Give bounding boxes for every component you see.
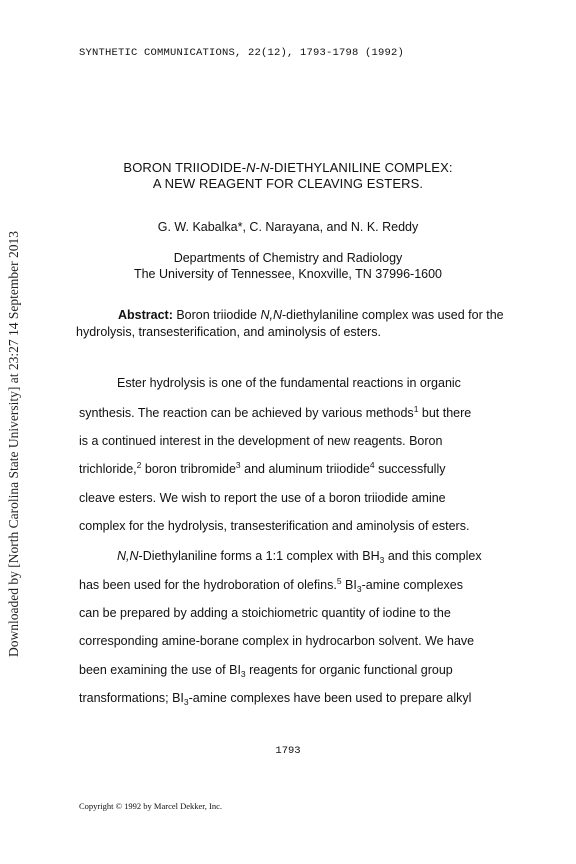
body-line: complex for the hydrolysis, transesterification and aminolysis of esters. bbox=[79, 519, 470, 533]
download-notice-text: Downloaded by [North Carolina State University] at 23:27 14 September 2013 bbox=[6, 231, 21, 657]
page-number: 1793 bbox=[275, 745, 301, 757]
copyright-notice: Copyright © 1992 by Marcel Dekker, Inc. bbox=[79, 801, 223, 811]
title-text: -DIETHYLANILINE COMPLEX: bbox=[269, 160, 453, 175]
authors: G. W. Kabalka*, C. Narayana, and N. K. Reddy bbox=[157, 220, 419, 234]
title-text: BORON TRIIODIDE- bbox=[123, 160, 247, 175]
body-line: trichloride,$^2$ boron tribromide$^3$ and aluminum triiodide$^4$ successfully bbox=[79, 460, 446, 476]
body-line: transformations; $BI_3$-amine complexes have been used to prepare alkyl bbox=[79, 691, 472, 707]
journal-header: SYNTHETIC COMMUNICATIONS, 22(12), 1793-1798 (1992) bbox=[79, 47, 405, 59]
article-title-line-2: A NEW REAGENT FOR CLEAVING ESTERS. bbox=[152, 176, 424, 191]
body-line: has been used for the hydroboration of olefins.$^5$ $BI_3$-amine complexes bbox=[79, 576, 464, 594]
affiliation-line-2: The University of Tennessee, Knoxville, TN 37996-1600 bbox=[133, 267, 443, 281]
body-line: corresponding amine-borane complex in hydrocarbon solvent. We have bbox=[79, 634, 475, 648]
body-line: synthesis. The reaction can be achieved by various methods$^1$ but there bbox=[79, 404, 472, 420]
body-line: can be prepared by adding a stoichiometric quantity of iodine to the bbox=[79, 606, 451, 620]
abstract-label: Abstract: bbox=[118, 308, 173, 322]
abstract bbox=[76, 307, 508, 341]
article-title-line-1 bbox=[0, 160, 576, 175]
body-line: Ester hydrolysis is one of the fundamental reactions in organic bbox=[117, 376, 461, 390]
abstract-italic: N,N bbox=[260, 308, 282, 322]
title-italic: N bbox=[260, 160, 270, 175]
body-line: is a continued interest in the development of new reagents. Boron bbox=[79, 434, 443, 448]
title-italic: N bbox=[246, 160, 256, 175]
body-line: been examining the use of $BI_3$ reagents for organic functional group bbox=[79, 663, 453, 679]
affiliation-line-1: Departments of Chemistry and Radiology bbox=[173, 251, 403, 265]
abstract-text: -diethylaniline complex was used for the hydrolysis, transesterification, and aminolysis of esters. bbox=[76, 308, 504, 339]
abstract-text: Boron triiodide bbox=[172, 308, 261, 322]
body-line: N,N-Diethylaniline forms a 1:1 complex with $BH_3$ and this complex bbox=[117, 549, 482, 565]
title-text: - bbox=[255, 160, 261, 175]
body-line: cleave esters. We wish to report the use of a boron triiodide amine bbox=[79, 491, 446, 505]
